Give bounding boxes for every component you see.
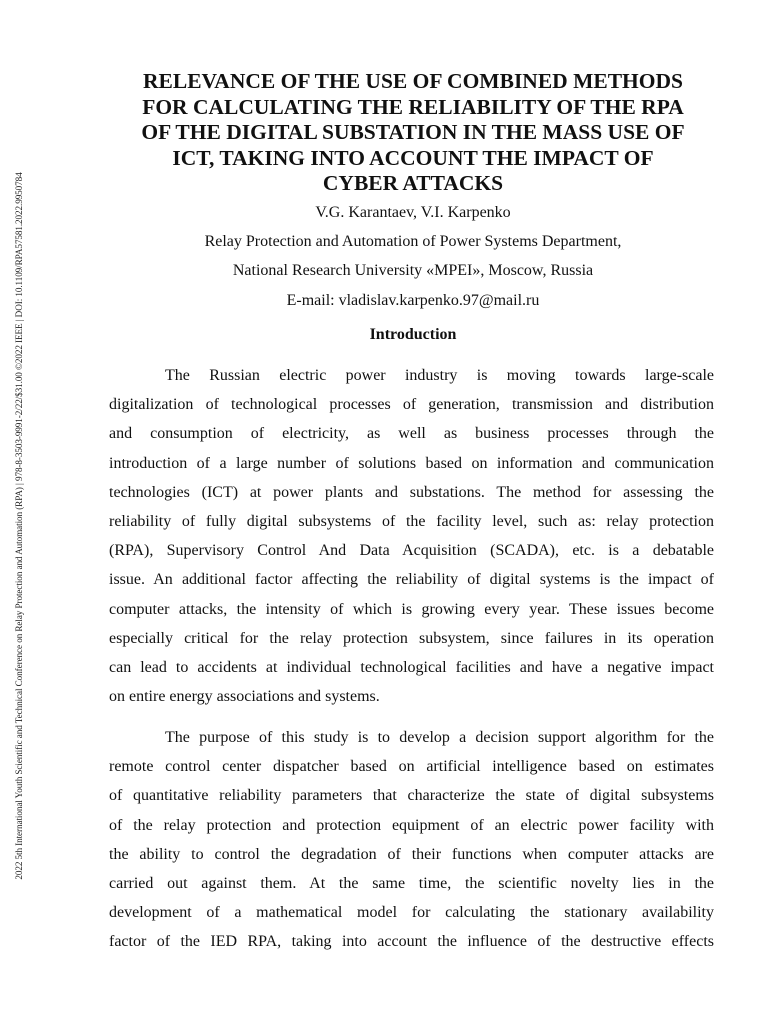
paragraph-line: technologies (ICT) at power plants and substations. The method for assessing the (109, 483, 714, 501)
paragraph-line: issue. An additional factor affecting the reliability of digital systems is the impact of (109, 571, 714, 589)
paragraph-line: especially critical for the relay protection subsystem, since failures in its operation (109, 629, 714, 647)
paragraph-line: and consumption of electricity, as well as business processes through the (109, 425, 714, 443)
author-email: E-mail: vladislav.karpenko.97@mail.ru (286, 292, 540, 309)
section-heading-introduction: Introduction (369, 326, 457, 343)
paragraph-line: The purpose of this study is to develop a decision support algorithm for the (165, 729, 714, 746)
paper-title (98, 69, 728, 197)
paragraph-line: carried out against them. At the same time, the scientific novelty lies in the (109, 875, 714, 893)
paragraph-line: remote control center dispatcher based on artificial intelligence based on estimates (109, 758, 714, 776)
title-line: CYBER ATTACKS (322, 171, 504, 195)
paragraph-line: introduction of a large number of solutions based on information and communication (109, 454, 714, 472)
paragraph-line: (RPA), Supervisory Control And Data Acquisition (SCADA), etc. is a debatable (109, 542, 714, 560)
paragraph-line: computer attacks, the intensity of which is growing every year. These issues become (109, 600, 714, 618)
title-line: ICT, TAKING INTO ACCOUNT THE IMPACT OF (172, 145, 654, 170)
paragraph-line: digitalization of technological processes of generation, transmission and distribution (109, 396, 714, 414)
paragraph-line: The Russian electric power industry is moving towards large-scale (165, 367, 714, 384)
copyright-margin-note: 2022 5th International Youth Scientific and Technical Conference on Relay Protection and Automation (RPA) | 978-8-3503-9991-2/22/$31.00 ©2022 IEEE | DOI: 10.1109/RPA57581.2022.9950784 (14, 172, 24, 880)
paragraph-line: can lead to accidents at individual technological facilities and have a negative impact (109, 659, 714, 677)
paragraph-line: factor of the IED RPA, taking into account the influence of the destructive effects (109, 933, 714, 951)
introduction-paragraph-1 (109, 361, 714, 711)
paragraph-line: on entire energy associations and systems. (109, 688, 380, 706)
affiliation-university: National Research University «MPEI», Moscow, Russia (232, 262, 594, 279)
paragraph-line: development of a mathematical model for calculating the stationary availability (109, 904, 714, 922)
title-line: FOR CALCULATING THE RELIABILITY OF THE RPA (142, 94, 684, 119)
affiliation-department: Relay Protection and Automation of Power Systems Department, (204, 233, 622, 250)
introduction-paragraph-2 (109, 723, 714, 957)
paragraph-line: the ability to control the degradation of their functions when computer attacks are (109, 845, 714, 863)
paragraph-line: reliability of fully digital subsystems of the facility level, such as: relay protection (109, 513, 714, 531)
title-line: RELEVANCE OF THE USE OF COMBINED METHODS (143, 69, 683, 93)
title-line: OF THE DIGITAL SUBSTATION IN THE MASS USE OF (141, 120, 685, 144)
authors: V.G. Karantaev, V.I. Karpenko (315, 204, 511, 221)
paragraph-line: of quantitative reliability parameters that characterize the state of digital subsystems (109, 787, 714, 805)
paragraph-line: of the relay protection and protection equipment of an electric power facility with (109, 816, 714, 834)
